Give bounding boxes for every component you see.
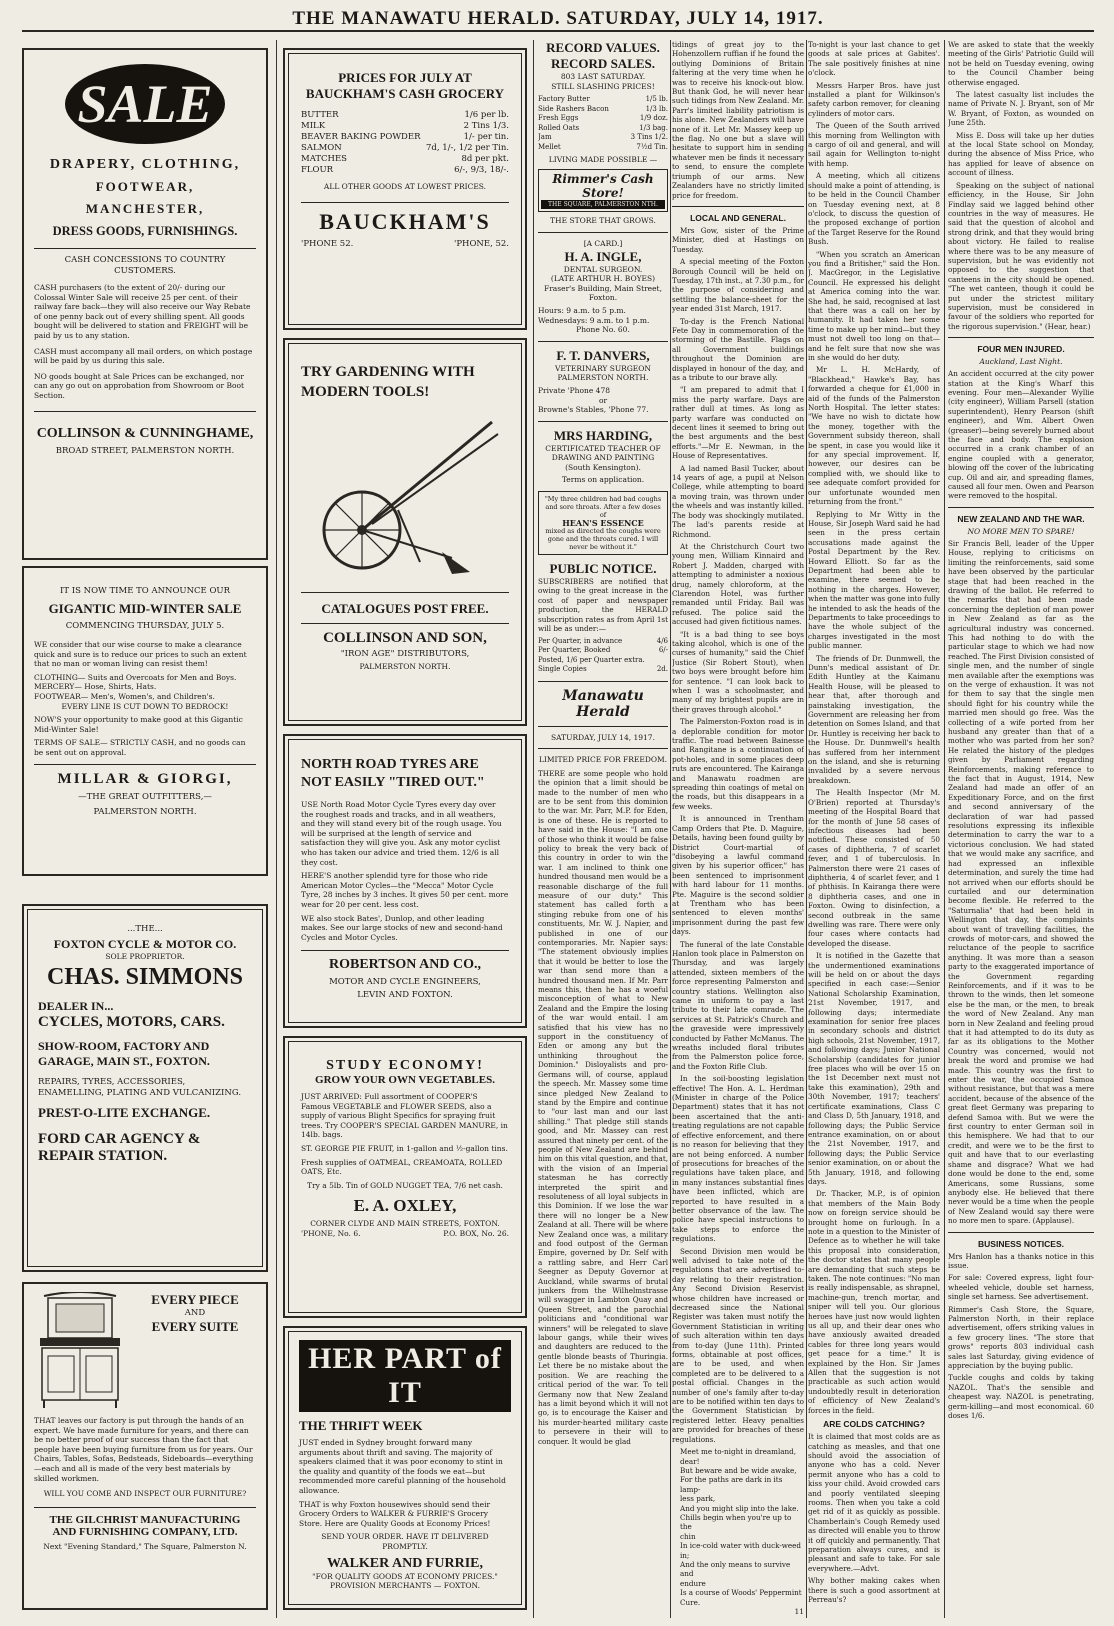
collinson-tagline: "IRON AGE" DISTRIBUTORS, [340,649,470,659]
news-paragraph: Sir Francis Bell, leader of the Upper House, replying to criticisms on limiting the reinforcements, said some have been observed by the particular stage that had been reached in the drawing of the ballot. He referred to the remarks that had been made concerning the depletion of man power in New Zealand as far as the agricultural industry was concerned. This had nothing to do with the particular stage to which we had now reached. The First Division consisted of single men, and the number of single men available after the exemptions was on the verge of exhaustion. It was not for them to say that the single men should fight for his country while the married men should go free. Was the collecting of a wife ported from her husband any greater than that of a mother who was parted from her son? He related the history of the pledges given by Parliament regarding Reinforcements, making reference to the fact that in August, 1914, New Zealand had made an offer of an Expeditionary Force, and on the first and second anniversary of the declaration of war had passed resolutions expressing its inflexible determination to carry the war to a victorious conclusion. We had stated that we would make any sacrifice, and had expressed an inflexible determination, and surely the time had not arrived when our efforts should be curtailed and our determination become flexible. He referred to the "Saturnalia" that had been held in Wellington that day, the complaints about want of travelling facilities, the crowds of motor-cars, and showed the reluctance of the people to sacrifice anything. It was more than a season party to the exaggerated importance of the Government regarding Reinforcements, and if it was to be thrown to the winds, then let someone else be the man, or the men, to break the word of New Zealand. Any man born in New Zealand and feeling proud that it had attempted to do its duty as far as its obligations to the Mother Country was concerned, would not break the word and promise we had made. This country was the first to enter the war, the occupied Samoa without resistance, but that was a mere accident, because of the absence of the great fleet Germany was preparing to defend Samoa with. But we were the first country to enter German soil in this hemisphere. We had that to our credit, and were we to be the first to quit and have that to our everlasting shame and disgrace? What we had done would be done to the end, some Americans, some Russians, some anybody else. He believed that there never would be a time when the people of New Zealand would say there were no more men to spare. (Applause). [948,538,1094,1226]
divider [538,421,668,422]
robertson-paragraph: WE also stock Bates', Dunlop, and other leading makes. See our large stocks of new and second-hand Cycles and Motor Cycles. [301,913,503,942]
bauckham-phone: 'PHONE, 52. [453,238,509,249]
simmons-the: ...THE... [127,924,163,934]
price-row [538,133,668,143]
ingle-address: Fraser's Building, Main Street, [544,283,662,293]
price-row [301,110,509,121]
gilchrist-heading: AND [184,1308,206,1318]
sale-badge: SALE [65,64,225,144]
millar-paragraph: WE consider that our wise course to make a clearance quick and sure is to reduce our prices to such an extent that no man or woman living can resist them! [34,640,247,669]
gilchrist-advert [22,1282,268,1610]
danvers-title: VETERINARY SURGEON [555,363,651,373]
millar-line: MERCERY— Hose, Shirts, Hats. [34,682,157,692]
news-paragraph: "I am prepared to admit that I miss the party warfare. Days are rather dull at times. As long as party warfare was conducted on decent lines it seemed to bring out the best arguments and the best efforts."—Mr E. Newman, in the House of Representatives. [672,385,804,461]
ingle-phone: Phone No. 60. [576,325,630,335]
simmons-dealer: DEALER IN... [38,998,114,1013]
simmons-ford: REPAIR STATION. [38,1147,168,1164]
danvers-address: PALMERSTON NORTH. [557,373,649,383]
oxley-heading: STUDY ECONOMY! [326,1058,484,1073]
walker-paragraph: THAT is why Foxton housewives should send their Grocery Orders to WALKER & FURRIE'S Grocery Store. Here are Quality Goods at Economy Prices! [299,1499,491,1528]
woods-peppermint-poem [672,1447,804,1607]
danvers-phone: Browne's Stables, 'Phone 77. [538,405,649,415]
price-row [538,105,668,115]
heans-text: "My three children had bad coughs and sore throats. After a few doses of [544,495,662,520]
oxley-box: P.O. BOX, No. 26. [443,1228,509,1238]
editorial-heading: LIMITED PRICE FOR FREEDOM. [538,755,668,765]
local-general-heading: LOCAL AND GENERAL. [690,212,786,223]
price-item: MATCHES [301,154,347,164]
walker-firm: WALKER AND FURRIE, [327,1555,483,1571]
oxley-paragraph: Fresh supplies of OATMEAL, CREAMOATA, ROLLED OATS, Etc. [301,1157,503,1177]
ingle-address: Foxton. [588,293,618,303]
divider [301,592,509,593]
simmons-prestolite: PREST-O-LITE EXCHANGE. [38,1104,211,1120]
column-3 [538,40,668,1618]
millar-intro: IT IS NOW TIME TO ANNOUNCE OUR [60,586,230,596]
simmons-company: FOXTON CYCLE & MOTOR CO. [53,937,237,951]
column-6 [948,40,1094,1618]
millar-tagline: —THE GREAT OUTFITTERS,— [78,791,212,802]
divider [538,232,668,233]
rimmer-logo-text: Rimmer's Cash Store! [552,171,654,200]
divider [948,337,1094,338]
divider [301,623,509,624]
price-item: Factory Butter [538,95,590,104]
walker-send: SEND YOUR ORDER. HAVE IT DELIVERED PROMPTLY. [321,1532,489,1551]
subscription-rates [538,637,668,675]
robertson-paragraph: HERE'S another splendid tyre for those who ride American Motor Cycles—the "Mecca" Motor Cycle Tyre, 28 inches by 3 inches. It gives 50 per cent. more wear for 20 per cent. less cost. [301,871,509,909]
simmons-goods: CYCLES, MOTORS, CARS. [38,1013,225,1030]
column-divider [806,40,807,1618]
divider [34,764,256,765]
poem-line: For the paths are dark in its lamp- [680,1475,783,1494]
oxley-phone: 'PHONE, No. 6. [301,1228,361,1238]
price-item: Single Copies [538,665,587,673]
robertson-advert [283,734,527,1028]
price-value: 1/5 lb. [645,95,668,104]
masthead [22,6,1094,32]
poem-line: Meet me to-night in dreamland, [680,1447,797,1457]
news-paragraph: Replying to Mr Witty in the House, Sir Joseph Ward said he had seen in the press certain accusations made against the Postal Department by the Rev. Howard Elliott. So far as the Department had been able to examine, there seemed to be nothing in the charges. However, when the matter was gone into fully he intended to ask the heads of the Departments to take proceedings to have the whole subject of the charges investigated in the most public manner. [808,509,940,651]
price-item: BUTTER [301,110,339,120]
oxley-firm: E. A. OXLEY, [353,1196,457,1216]
price-value: 1/3 bag. [639,123,668,132]
herald-nameplate: Manawatu Herald [562,687,644,720]
harding-sub: (South Kensington). [565,462,641,472]
sale-line3: DRESS GOODS, FURNISHINGS. [52,224,238,238]
news-paragraph: Dr. Thacker, M.P., is of opinion that members of the Main Body now on foreign service should be brought home on furlough. In a note in a question to the Minister of Defence as to whether he will take this proposal into consideration, the doctor states that many people are demanding that such steps be taken. The note continues: "No man is really indispensable, as shrapnel, machine-gun, trench mortar, and sniper will tell you. Our glorious heroes have just now would lighten us all up, and their dear ones who have anxiously awaited dreaded cables for three long years would get peace for a time." It is explained by the Hon. Sir James Allen that the suggestion is not practicable as such action would undoubtedly result in deterioration of efficiency of New Zealand's forces in the field. [808,1189,940,1415]
oxley-address: CORNER CLYDE AND MAIN STREETS, FOXTON. [310,1219,500,1229]
news-paragraph: The funeral of the late Constable Hanlon took place in Palmerston on Thursday, and was largely attended, sixteen members of the force representing Palmerston and country stations. Wellington also came in uniform to pay a last tribute to their late comrade. The services at St. Patrick's Church and the graveside were impressively conducted by Father McManus. The wreaths included floral tributes from the Palmerston police force, and the Foxton Rifle Club. [672,939,804,1071]
ingle-name: H. A. INGLE, [564,248,642,264]
collinson-address: PALMERSTON NORTH. [359,662,451,671]
price-value: 2 Tins 1/3. [463,121,509,131]
walker-address: PROVISION MERCHANTS — FOXTON. [330,1581,480,1591]
divider [34,248,256,249]
news-paragraph: "When you scratch an American you find a Britisher," said the Hon. J. MacGregor, in the Legislative Council. He expressed his delight at America coming into the war. She had, he said, recognised at last that there was a call on her by humanity. It had taken her some time to make up her mind—but they must not dwell too long on that—and he felt sure that now she was in she would do her duty. [808,249,940,362]
millar-paragraph: TERMS OF SALE— STRICTLY CASH, and no goods can be sent out on approval. [34,738,246,757]
price-value [656,656,668,666]
column-divider [276,40,277,1618]
bauckham-phone: 'PHONE 52. [301,238,354,249]
walker-heading: THE THRIFT WEEK [299,1418,423,1433]
poem-line: less park, [680,1494,716,1504]
simmons-repairs: REPAIRS, TYRES, ACCESSORIES, ENAMELLING, PLATING AND VULCANIZING. [38,1076,242,1098]
news-paragraph: Speaking on the subject of national efficiency, in the House, Sir John Findlay said we lagged behind other countries in the way of measures. He said that the question of alcohol and strong drink, and that they would bring about victory. He failed to realise where there was to be any measure of supervision, but he was evidently not opposed to the suggestion that canteens in the city should be opened. "The wet canteen, though it could be put under the strictest military supervision, must be considered in favour of the soldiers who reported for the rigorous supervision." (Hear, hear.) [948,180,1094,331]
business-notice: Rimmer's Cash Store, the Square, Palmerston North, in their replace advertisement, offers striking values in a few grocery lines. "The store that grows" reports 803 individual cash sales last Saturday, giving evidence of appreciation by the buying public. [948,1304,1094,1370]
millar-title: GIGANTIC MID-WINTER SALE [48,601,242,616]
price-row [538,656,668,666]
gilchrist-firm: AND FURNISHING COMPANY, LTD. [52,1525,238,1538]
price-value: 7d, 1/-, 1/2 per Tin. [426,143,509,153]
simmons-showroom: GARAGE, MAIN ST., FOXTON. [38,1053,210,1068]
poem-number: 11 [794,1607,804,1616]
price-value: 1/3 lb. [645,104,668,113]
price-item: Per Quarter, in advance [538,636,623,645]
price-item: MILK [301,121,326,131]
news-paragraph: Why bother making cakes when there is such a good assortment at Perreau's? [808,1576,940,1604]
danvers-phone: Private 'Phone 478 [538,385,610,395]
oxley-advert [283,1036,527,1318]
price-item: SALMON [301,143,342,153]
card-label: [A CARD.] [583,238,623,248]
sale-sub: CASH CONCESSIONS TO COUNTRY CUSTOMERS. [64,255,226,276]
public-notice-paragraph: SUBSCRIBERS are notified that owing to the great increase in the cost of paper and newspaper production, the HERALD subscription rates as from April 1st will be as under:— [538,577,668,634]
price-row [301,132,509,143]
poem-line: dear! [680,1456,700,1466]
bauckham-footnote: ALL OTHER GOODS AT LOWEST PRICES. [323,182,487,191]
news-paragraph: "It is a bad thing to see boys taking alcohol, which is one of the curses of humanity," said the Chief Justice (Sir Robert Stout), when two boys were brought before him for sentence. "I can look back to when I was a schoolmaster, and many of my brightest pupils are in their graves through alcohol." [672,629,804,714]
news-paragraph: Miss E. Doss will take up her duties at the local State school on Monday, during the absence of Miss Price, who has applied for leave of absence on account of illness. [948,130,1094,178]
news-paragraph: Second Division men would be well advised to take note of the regulations that are advertised to-day relating to their registration. Any Second Division Reservist whose children have increased or decreased since the National Register was taken must notify the Government Statistician in writing of such alteration within ten days from to-day (June 11th). Printed forms, obtainable at post offices, are to be used, and when completed are to be delivered to a postal official. Changes in the number of one's family after to-day are to be notified within ten days to the Government Statistician by registered letter. Heavy penalties are provided for breaches of these regulations. [672,1246,804,1444]
price-item: BEAVER BAKING POWDER [301,132,421,142]
robertson-paragraph: USE North Road Motor Cycle Tyres every day over the roughest roads and tracks, and in all weathers, and they will stand every bit of the rough usage. You will be surprised at the length of service and satisfaction they will give you. Ask any motor cyclist who has taken our advice and tried them. 12/6 is all they cost. [301,800,502,867]
oxley-paragraph: ST. GEORGE PIE FRUIT, in 1-gallon and ½-gallon tins. [301,1143,508,1153]
bauckham-heading: BAUCKHAM'S CASH GROCERY [305,86,505,101]
harding-title: CERTIFICATED TEACHER OF DRAWING AND PAINTING [545,443,661,463]
gilchrist-paragraph: THAT leaves our factory is put through the hands of an expert. We have made furniture for years, and there can be no better proof of our success than the fact that people have been buying furniture from us for years. Our Chairs, Tables, Sofas, Bedsteads, Sideboards—everything—each and all is made of the very best materials by skilled workmen. [34,1416,254,1483]
simmons-showroom: SHOW-ROOM, FACTORY AND [38,1038,210,1053]
oxley-paragraph: Try a 5lb. Tin of GOLD NUGGET TEA, 7/6 net cash. [307,1180,503,1190]
millar-advert [22,566,268,876]
bauckham-heading: PRICES FOR JULY AT [338,70,472,85]
gilchrist-firm: THE GILCHRIST MANUFACTURING [49,1513,241,1526]
news-paragraph: It is notified in the Gazette that the undermentioned examinations will be held on or about the days specified in each case:—Senior National Scholarship Examination, 21st November, 1917, and following days; intermediate examination for senior free places in secondary schools and district high schools, 21st November, 1917, and following days; Junior National Scholarship (candidates for junior free places who will be over 15 on the 1st December next must not take this examination), 29th and 30th November, 1917; teachers' certificate examinations, Class C and Class D, 5th January, 1918, and following days; the Public Service entrance examination, on or about the 21st November, 1917, and following days; the Public Service senior examination, on or about the 5th January, 1918, and following days. [808,951,940,1186]
robertson-heading: NORTH ROAD TYRES ARE NOT EASILY "TIRED OUT." [301,757,485,790]
her-part-banner: HER PART of IT [299,1340,511,1412]
price-item: Mellet [538,142,561,151]
ingle-hours: Hours: 9 a.m. to 5 p.m. Wednesdays: 9 a.m. to 1 p.m. [538,305,650,325]
robertson-address: LEVIN AND FOXTON. [357,990,453,1001]
nz-war-subheading: NO MORE MEN TO SPARE! [967,526,1075,536]
sale-advert [22,48,268,560]
price-item: Fresh Eggs [538,114,579,123]
news-paragraph: A lad named Basil Tucker, about 14 years of age, a pupil at Nelson College, while attempting to board a moving train, was thrown under the wheels and was instantly killed. The body was shockingly mutilated. The lad's parents reside at Richmond. [672,463,804,539]
price-row [301,165,509,176]
column-2 [283,40,527,1618]
collinson-son-advert [283,338,527,726]
price-row [301,154,509,165]
record-heading: RECORD VALUES. [546,40,660,55]
millar-address: PALMERSTON NORTH. [93,806,197,817]
business-notice: For sale: Covered express, light four-wheeled vehicle, double set harness, single set harness. See advertisement. [948,1273,1094,1302]
record-sub: 803 LAST SATURDAY. [560,72,646,81]
danvers-or: or [598,395,608,405]
four-men-dateline: Auckland, Last Night. [979,357,1063,367]
price-row [538,95,668,105]
sale-paragraph: CASH purchasers (to the extent of 20/- during our Colossal Winter Sale will receive 25 per cent. of their railway fare back—they will also receive our Way Rebate of one penny back out of every shilling spent. All goods bought will be delivered to station and FREIGHT will be paid by us to any station. [34,283,251,340]
editorial-continued: tidings of great joy to the Hohenzollern ruffian if he found the outlying Dominions of Britain faltering at the very time when he was to receive his knock-out blow. But thank God, he will never hear such tidings from New Zealand. Mr. Parr's limited liability patriotism is his alone. New Zealanders will have none of it. Let Mr. Massey keep up the flag. No one but a slave will hesitate to support him in sending whatever men be finds it necessary to send, to ensure the complete triumph of our arms. New Zealanders have no strictly limited price for freedom. [672,40,804,200]
business-notices-heading: BUSINESS NOTICES. [978,1238,1064,1249]
record-footnote: LIVING MADE POSSIBLE — [548,155,658,165]
news-paragraph: A special meeting of the Foxton Borough Council will be held on Tuesday, 17th inst., at 7.30 p.m., for the purpose of considering and settling the balance-sheet for the year ended 31st March, 1917. [672,257,804,314]
poem-line: Is a course of Woods' Peppermint [680,1588,802,1598]
price-item: Jam [538,133,552,142]
harding-terms: Terms on application. [561,475,645,485]
divider [538,726,668,727]
rimmer-logo [538,169,668,213]
robertson-tagline: MOTOR AND CYCLE ENGINEERS, [329,977,481,988]
poem-line: And you might slip into the lake. [680,1503,799,1513]
news-paragraph: A meeting, which all citizens should make a point of attending, is to be held in the Council Chamber on Tuesday evening next, at 8 o'clock, to discuss the question of the proposed exchange of portion of the Target Reserve for the Round Bush. [808,171,940,247]
news-paragraph: To-night is your last chance to get goods at sale prices at Gabites'. The sale positively finishes at nine o'clock. [808,40,940,78]
sale-firm: COLLINSON & CUNNINGHAME, [36,425,254,441]
price-value: 7½d Tin. [636,142,668,151]
heans-name: HEAN'S ESSENCE [562,518,644,529]
simmons-name: CHAS. SIMMONS [46,963,244,990]
price-value: 1/9 doz. [639,114,668,123]
gilchrist-heading: EVERY SUITE [151,1319,239,1334]
divider [301,950,509,951]
bauckham-name: BAUCKHAM'S [319,208,491,234]
news-paragraph: An accident occurred at the city power station at the King's Wharf this evening. Four men—Alexander Wyllie (city engineer), William Parsell (station superintendent), Henry Pearson (shift engineer), and Wm. Albert Owen (greaser)—being severely burned about the face and body. The explosion occurred in a crank chamber of an engine coupled with a generator, blowing off the cover of the lubricating cup. Oil and air, and spreading flames, caused all four men. Owen and Pearson were removed to the hospital. [948,369,1094,501]
poem-line: In ice-cold water with duck-weed [680,1541,802,1551]
price-value: 1/- per tin. [463,132,509,142]
danvers-name: F. T. DANVERS, [556,347,650,363]
price-value: 4/6 [656,636,668,645]
poem-line: Chills begin when you're up to the [680,1512,792,1532]
price-row [538,124,668,134]
millar-paragraph: NOW'S your opportunity to make good at this Gigantic Mid-Winter Sale! [34,715,243,734]
price-row [301,143,509,154]
walker-tagline: "FOR QUALITY GOODS AT ECONOMY PRICES." [312,1571,498,1581]
millar-line: FOOTWEAR— Men's, Women's, and Children's. [34,691,215,701]
garden-tool-illustration [302,412,508,582]
business-notice: Tuckle coughs and colds by taking NAZOL. That's the sensible and cheapest way. NAZOL is penetrating, germ-killing—and most economical. 60 doses 1/6. [948,1373,1094,1421]
business-notice: Mrs Hanlon has a thanks notice in this issue. [948,1251,1094,1270]
price-item: FLOUR [301,165,334,175]
record-sub: STILL SLASHING PRICES! [551,81,655,91]
divider [948,507,1094,508]
news-paragraph: It is announced in Trentham Camp Orders that Pte. D. Maguire, Details, having been found guilty by District Court-martial of "disobeying a lawful command given by his superior officer," has been sentenced to imprisonment with hard labour for 11 months. Pte. Maguire is the second soldier at Trentham who has been sentenced to eleven months' imprisonment during the past few days. [672,814,804,937]
news-paragraph: We are asked to state that the weekly meeting of the Girls' Patriotic Guild will not be held on Tuesday evening, owing to the Council Chamber being otherwise engaged. [948,40,1094,87]
millar-date: COMMENCING THURSDAY, JULY 5. [65,621,225,631]
millar-firm: MILLAR & GIORGI, [57,770,233,787]
column-1 [22,40,268,1618]
price-row [538,114,668,124]
divider [34,1507,256,1508]
price-value: 1/6 per lb. [464,110,509,120]
news-paragraph: The Palmerston-Foxton road is in a deplorable condition for motor traffic. The road between Bainesse and Rangitane is a continuation of pot-holes, and in some places deep ruts are encountered. The Kairanga and Manawatu roadmen are spreading thin coatings of metal on the roads, but this disappears in a few weeks. [672,717,804,811]
sale-line1: DRAPERY, CLOTHING, [49,157,241,172]
price-row [301,121,509,132]
bauckham-price-list [301,110,509,176]
news-paragraph: Mr L. H. McHardy, of "Blackhead," Hawke's Bay, has forwarded a cheque for £1,000 in aid of the funds of the Palmerston North Hospital. The letter states: "We have no wish to dictate how the money, together with the Government subsidy thereon, shall be spent, in case you would like it for any special improvement. If, however, our desires can be complied with, we should like to see adequate comfort provided for our unfortunate wounded men returning from the front." [808,365,940,507]
masthead-title: THE MANAWATU HERALD. SATURDAY, JULY 14, 1917. [292,8,824,29]
divider [301,202,509,203]
four-men-heading: FOUR MEN INJURED. [977,344,1065,355]
price-item: Side Rashers Bacon [538,104,609,113]
poem-line: But beware and be wide awake, [680,1465,797,1475]
price-row [538,665,668,675]
simmons-ford: FORD CAR AGENCY & [38,1130,201,1147]
editorial-paragraph: THERE are some people who hold the opinion that a limit should be made to the number of men who are to be sent from this dominion to the war. Mr. Parr, M.P. for Eden, is one of these. He is reported to have said in the House: "I am one of those who think it would be false policy to break the very back of this country in order to win the war. I am inclined to think one hundred thousand men would be a reasonable discharge of the full measure of our duty." This statement has called forth a stinging rebuke from one of his constituents, Mr. W. J. Napier, and published in one of our contemporaries. Mr. Napier says: "The statement obviously implies that it would be better to lose the war than send more than a hundred thousand men. If Mr. Parr means this, then he has a woeful misconception of what to New Zealand and the Empire the losing of the war would entail. I am satisfied that his view has no support in the constituency of Eden or among any but the unthinking throughout the Dominion." Disloyalists and pro-Germans will, of course, applaud the speech. Mr. Massey some time since pledged New Zealand to stand by the Empire and continue to "our last man and our last shilling." That pledge still stands good, and Mr. Massey can rest assured that ninety per cent. of the people of New Zealand are behind him on this vital question, and that, with the vision of an Imperial statesman he has correctly interpreted the spirit and resoluteness of all loyal subjects in this Dominion. If we lose the war there will no longer be a New Zealand at all. There will be where New Zealand once was, a military and food outpost of the German Empire, governed by Dr. Self with a rattling sabre, and Herr Carl Seegner as Deputy Governor at Auckland, while swarms of brutal junkers from the Wilhelmstrasse will swagger in Lambton Quay and Queen Street, and the parochial politicians and "conditional war winners" will be relegated to slave labour gangs, while their wives and daughters are reduced to the gentle blonde beasts of Thuringia. Let there be no mistake about the position. We are reaching the critical period of the war. To tell Germany now that New Zealand has a limit beyond which it will not go, is to encourage the Kaiser and his murder-hearted military caste to persevere in their will to conquer. It would be glad [538,768,668,1446]
heans-text: mixed as directed the coughs were gone and the throats cured. I will never be without it." [545,527,661,552]
oxley-paragraph: JUST ARRIVED: Full assortment of COOPER'S Famous VEGETABLE and FLOWER SEEDS, also a supply of various Blight Specifics for spraying fruit trees. Try COOPER'S SPECIAL GARDEN MANURE, in 14lb. bags. [301,1092,508,1140]
price-value: 6/-, 9/3, 18/-. [454,165,509,175]
divider [34,411,256,412]
herald-date: SATURDAY, JULY 14, 1917. [551,732,655,742]
divider [538,748,668,749]
price-item: Rolled Oats [538,123,580,132]
gilchrist-question: WILL YOU COME AND INSPECT OUR FURNITURE? [43,1489,247,1499]
price-item: Per Quarter, Booked [538,646,611,654]
news-paragraph: The latest casualty list includes the name of Private N. J. Bryant, son of Mr W. Bryant, of Foxton, as wounded on June 25th. [948,90,1094,128]
sale-line2: FOOTWEAR, MANCHESTER, [85,179,205,216]
column-5 [808,40,940,1618]
gilchrist-address: Next "Evening Standard," The Square, Palmerston N. [43,1541,247,1551]
poem-line: And the only means to survive and [680,1559,791,1579]
news-paragraph: The friends of Dr. Dunmwell, the Dunn's medical assistant of Dr. Edith Huntley at the Kaimanu Health House, will be pleased to hear that, after thorough and painstaking investigation, the Government are releasing her from detention on Somes Island, and that Dr. Huntley is receiving her back to the House. Dr. Dunmwell's health has suffered from her internment on the island, and she is returning invalided by a severe nervous breakdown. [808,653,940,785]
rimmer-logo-address: THE SQUARE, PALMERSTON NTH. [541,200,665,210]
price-value: 3 Tins 1/2. [630,133,668,142]
colds-heading: ARE COLDS CATCHING? [823,1419,925,1430]
sale-paragraph: CASH must accompany all mail orders, on which postage will be paid by us during this sale. [34,346,253,366]
column-divider [533,40,534,1618]
news-paragraph: The Queen of the South arrived this morning from Wellington with a cargo of oil and general, and will sail again for Wellington to-night with hemp. [808,121,940,168]
price-value: 2d. [656,665,668,673]
column-4 [672,40,804,1618]
divider [538,341,668,342]
record-heading: RECORD SALES. [550,56,656,71]
price-row [538,143,668,153]
divider [672,206,804,207]
column-divider [944,40,945,1618]
news-paragraph: In the soil-boosting legislation effective! The Hon. A. L. Herdman (Minister in charge of the Police Department) states that it has not been ascertained that the anti-treating regulations are not capable of effective enforcement, and there is no reason for believing that they are not being enforced. A number of prosecutions for breaches of the regulations have taken place, and in many instances substantial fines have been inflicted, which are reported to have resulted in a better observance of the law. The police have special instructions to take steps to enforce the regulations. [672,1074,804,1244]
simmons-proprietor: SOLE PROPRIETOR. [105,952,185,961]
price-row [538,646,668,656]
news-paragraph: To-day is the French National Fete Day in commemoration of the storming of the Bastille. Flags on all Government buildings throughout the Dominion are displayed in honour of the day, and as a tribute to our brave ally. [672,316,804,382]
ingle-title: DENTAL SURGEON. [563,264,643,274]
record-price-list [538,95,668,152]
poem-line: Cure. [680,1597,701,1607]
poem-line: endure [680,1578,706,1588]
harding-name: MRS HARDING, [553,427,653,443]
collinson-catalogues: CATALOGUES POST FREE. [321,601,489,616]
bauckham-advert [283,48,527,330]
sideboard-illustration [34,1292,126,1412]
heans-essence-advert [538,491,668,555]
price-value: 8d per pkt. [461,154,509,164]
poem-line: chin [680,1531,696,1541]
nz-war-heading: NEW ZEALAND AND THE WAR. [957,513,1085,524]
news-paragraph: Mrs Gow, sister of the Prime Minister, died at Hastings on Tuesday. [672,225,804,254]
gilchrist-heading: EVERY PIECE [151,1292,239,1307]
walker-advert [283,1326,527,1610]
news-paragraph: At the Christchurch Court two young men, William Kinnaird and Robert J. Madden, charged with attempting to administer a noxious drug, namely chloroform, at the Clarendon Hotel, was further remanded until Friday. Bail was refused. The police said the accused had given fictitious names. [672,541,804,627]
poem-line: in; [680,1550,690,1560]
divider [538,681,668,682]
millar-line: EVERY LINE IS CUT DOWN TO BEDROCK! [61,701,229,711]
news-paragraph: The Health Inspector (Mr M. O'Brien) reported at Thursday's meeting of the Hospital Board that for the month of June 58 cases of infectious diseases had been notified. These consisted of 50 cases of diphtheria, 7 of scarlet fever, and 1 of tuberculosis. In Palmerston there were 21 cases of diphtheria, 4 of scarlet fever, and 1 of phthisis. In Kairanga there were 8 diphtheria cases, and one in Foxton. Owing to disinfection, a second outbreak in the same dwelling was rare. There were only four cases where contacts had developed the disease. [808,788,940,948]
price-row [538,637,668,647]
price-item: Posted, 1/6 per Quarter extra. [538,655,645,664]
sale-paragraph: NO goods bought at Sale Prices can be exchanged, nor can any go out on approbation from Showroom or Boot Section. [34,371,244,400]
collinson-firm: COLLINSON AND SON, [323,630,487,646]
walker-paragraph: JUST ended in Sydney brought forward many arguments about thrift and saving. The majority of speakers claimed that it was poor economy to stint in the quality and quantity of the foods we eat—but recommended more careful planning of the household allowance. [299,1438,506,1495]
millar-line: CLOTHING— Suits and Overcoats for Men and Boys. [34,672,237,682]
simmons-advert [22,904,268,1272]
column-divider [670,40,671,1618]
ingle-late: (LATE ARTHUR H. BOYES) [550,274,656,284]
public-notice-heading: PUBLIC NOTICE. [549,561,657,577]
sale-address: BROAD STREET, PALMERSTON NORTH. [55,445,235,456]
oxley-heading: GROW YOUR OWN VEGETABLES. [315,1074,495,1086]
news-paragraph: It is claimed that most colds are as catching as measles, and that one should avoid the association of anyone who has a cold. Never permit anyone who has a cold to kiss your child. Avoid crowded cars and poorly ventilated sleeping rooms. Then when you take a cold get rid of it as quickly as possible. Chamberlain's Cough Remedy used as directed will enable you to throw it off quickly and permanently. That preparation always cures, and is pleasant and safe to take. For sale everywhere.—Advt. [808,1432,940,1573]
robertson-firm: ROBERTSON AND CO., [329,957,481,973]
news-paragraph: Messrs Harper Bros. have just installed a plant for Wilkinson's safety carbon remover, for cleaning cylinders of motor cars. [808,80,940,118]
price-value: 6/- [658,646,668,654]
rimmer-tagline: THE STORE THAT GROWS. [550,216,656,226]
collinson-heading: TRY GARDENING WITH MODERN TOOLS! [301,364,475,400]
divider [948,1232,1094,1233]
